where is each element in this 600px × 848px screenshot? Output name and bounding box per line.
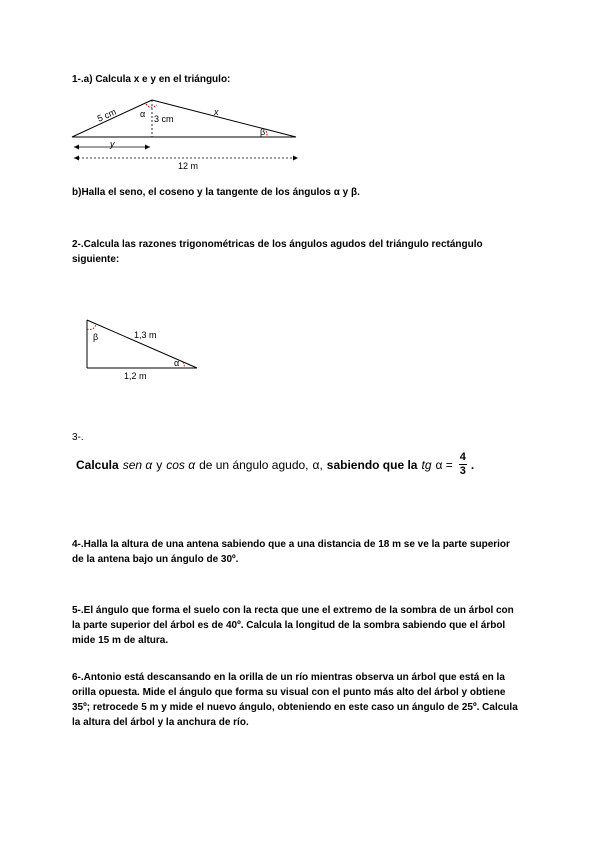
problem-1b-text: b)Halla el seno, el coseno y la tangente de los ángulos α y β.	[72, 187, 360, 198]
problem-1-title: 1-.a) Calcula x e y en el triángulo:	[72, 74, 231, 85]
triangle-2-shape	[87, 320, 197, 368]
label-12m: 12 m	[178, 161, 199, 171]
p3-cos: cos α	[166, 457, 196, 472]
p3-calcula: Calcula	[76, 457, 119, 472]
label-1-2m: 1,2 m	[124, 371, 147, 381]
triangle-2-figure	[80, 312, 210, 382]
problem-6-text: 6-.Antonio está descansando en la orilla de un río mientras observa un árbol que está en la orilla opuesta. Mide el ángulo que forma su visual con el punto más alto del árbol y obtiene 35º; retrocede 5 m y mide el nuevo ángulo, obteniendo en este caso un ángulo de 25º. Calcula la altura del árbol y la anchura de río.	[72, 672, 518, 728]
p3-numerator: 4	[459, 451, 466, 463]
p3-denominator: 3	[459, 465, 466, 477]
problem-2-title: 2-.Calcula las razones trigonométricas de los ángulos agudos del triángulo rectángulo siguiente:	[72, 239, 483, 265]
p3-eq: α =	[435, 457, 453, 472]
label-alpha-1: α	[140, 109, 146, 119]
p3-fraction	[459, 451, 467, 478]
alpha-angle-mark	[146, 104, 157, 107]
p3-y: y	[156, 457, 163, 472]
problem-4-text: 4-.Halla la altura de una antena sabiendo que a una distancia de 18 m se ve la parte superior de la antena bajo un ángulo de 30º.	[72, 539, 510, 565]
problem-3-statement	[76, 451, 474, 478]
p3-dot: .	[470, 457, 475, 472]
label-5cm: 5 cm	[95, 106, 118, 124]
triangle-1-figure	[70, 95, 310, 175]
label-1-3m: 1,3 m	[134, 330, 157, 340]
label-y: y	[110, 139, 115, 149]
label-beta-1: β	[260, 127, 266, 137]
problem-5-text: 5-.El ángulo que forma el suelo con la recta que une el extremo de la sombra de un árbol con la parte superior del árbol es de 40º. Calcula la longitud de la sombra sabiendo que el árbol mide 15 m de altura.	[72, 605, 514, 646]
p3-tg: tg	[421, 457, 432, 472]
label-alpha-2: α	[174, 358, 180, 368]
p3-angulo: de un ángulo agudo,	[199, 457, 309, 472]
p3-sen: sen α	[122, 457, 153, 472]
p3-alpha: α,	[312, 457, 323, 472]
label-beta-2: β	[93, 332, 99, 342]
problem-3-number: 3-.	[72, 432, 84, 443]
label-3cm: 3 cm	[154, 114, 174, 124]
beta-angle-mark	[266, 131, 267, 137]
beta-angle-mark-2	[87, 324, 96, 329]
base-dimension-arrow	[74, 156, 298, 161]
p3-sabiendo: sabiendo que la	[326, 457, 418, 472]
label-x: x	[214, 107, 219, 117]
